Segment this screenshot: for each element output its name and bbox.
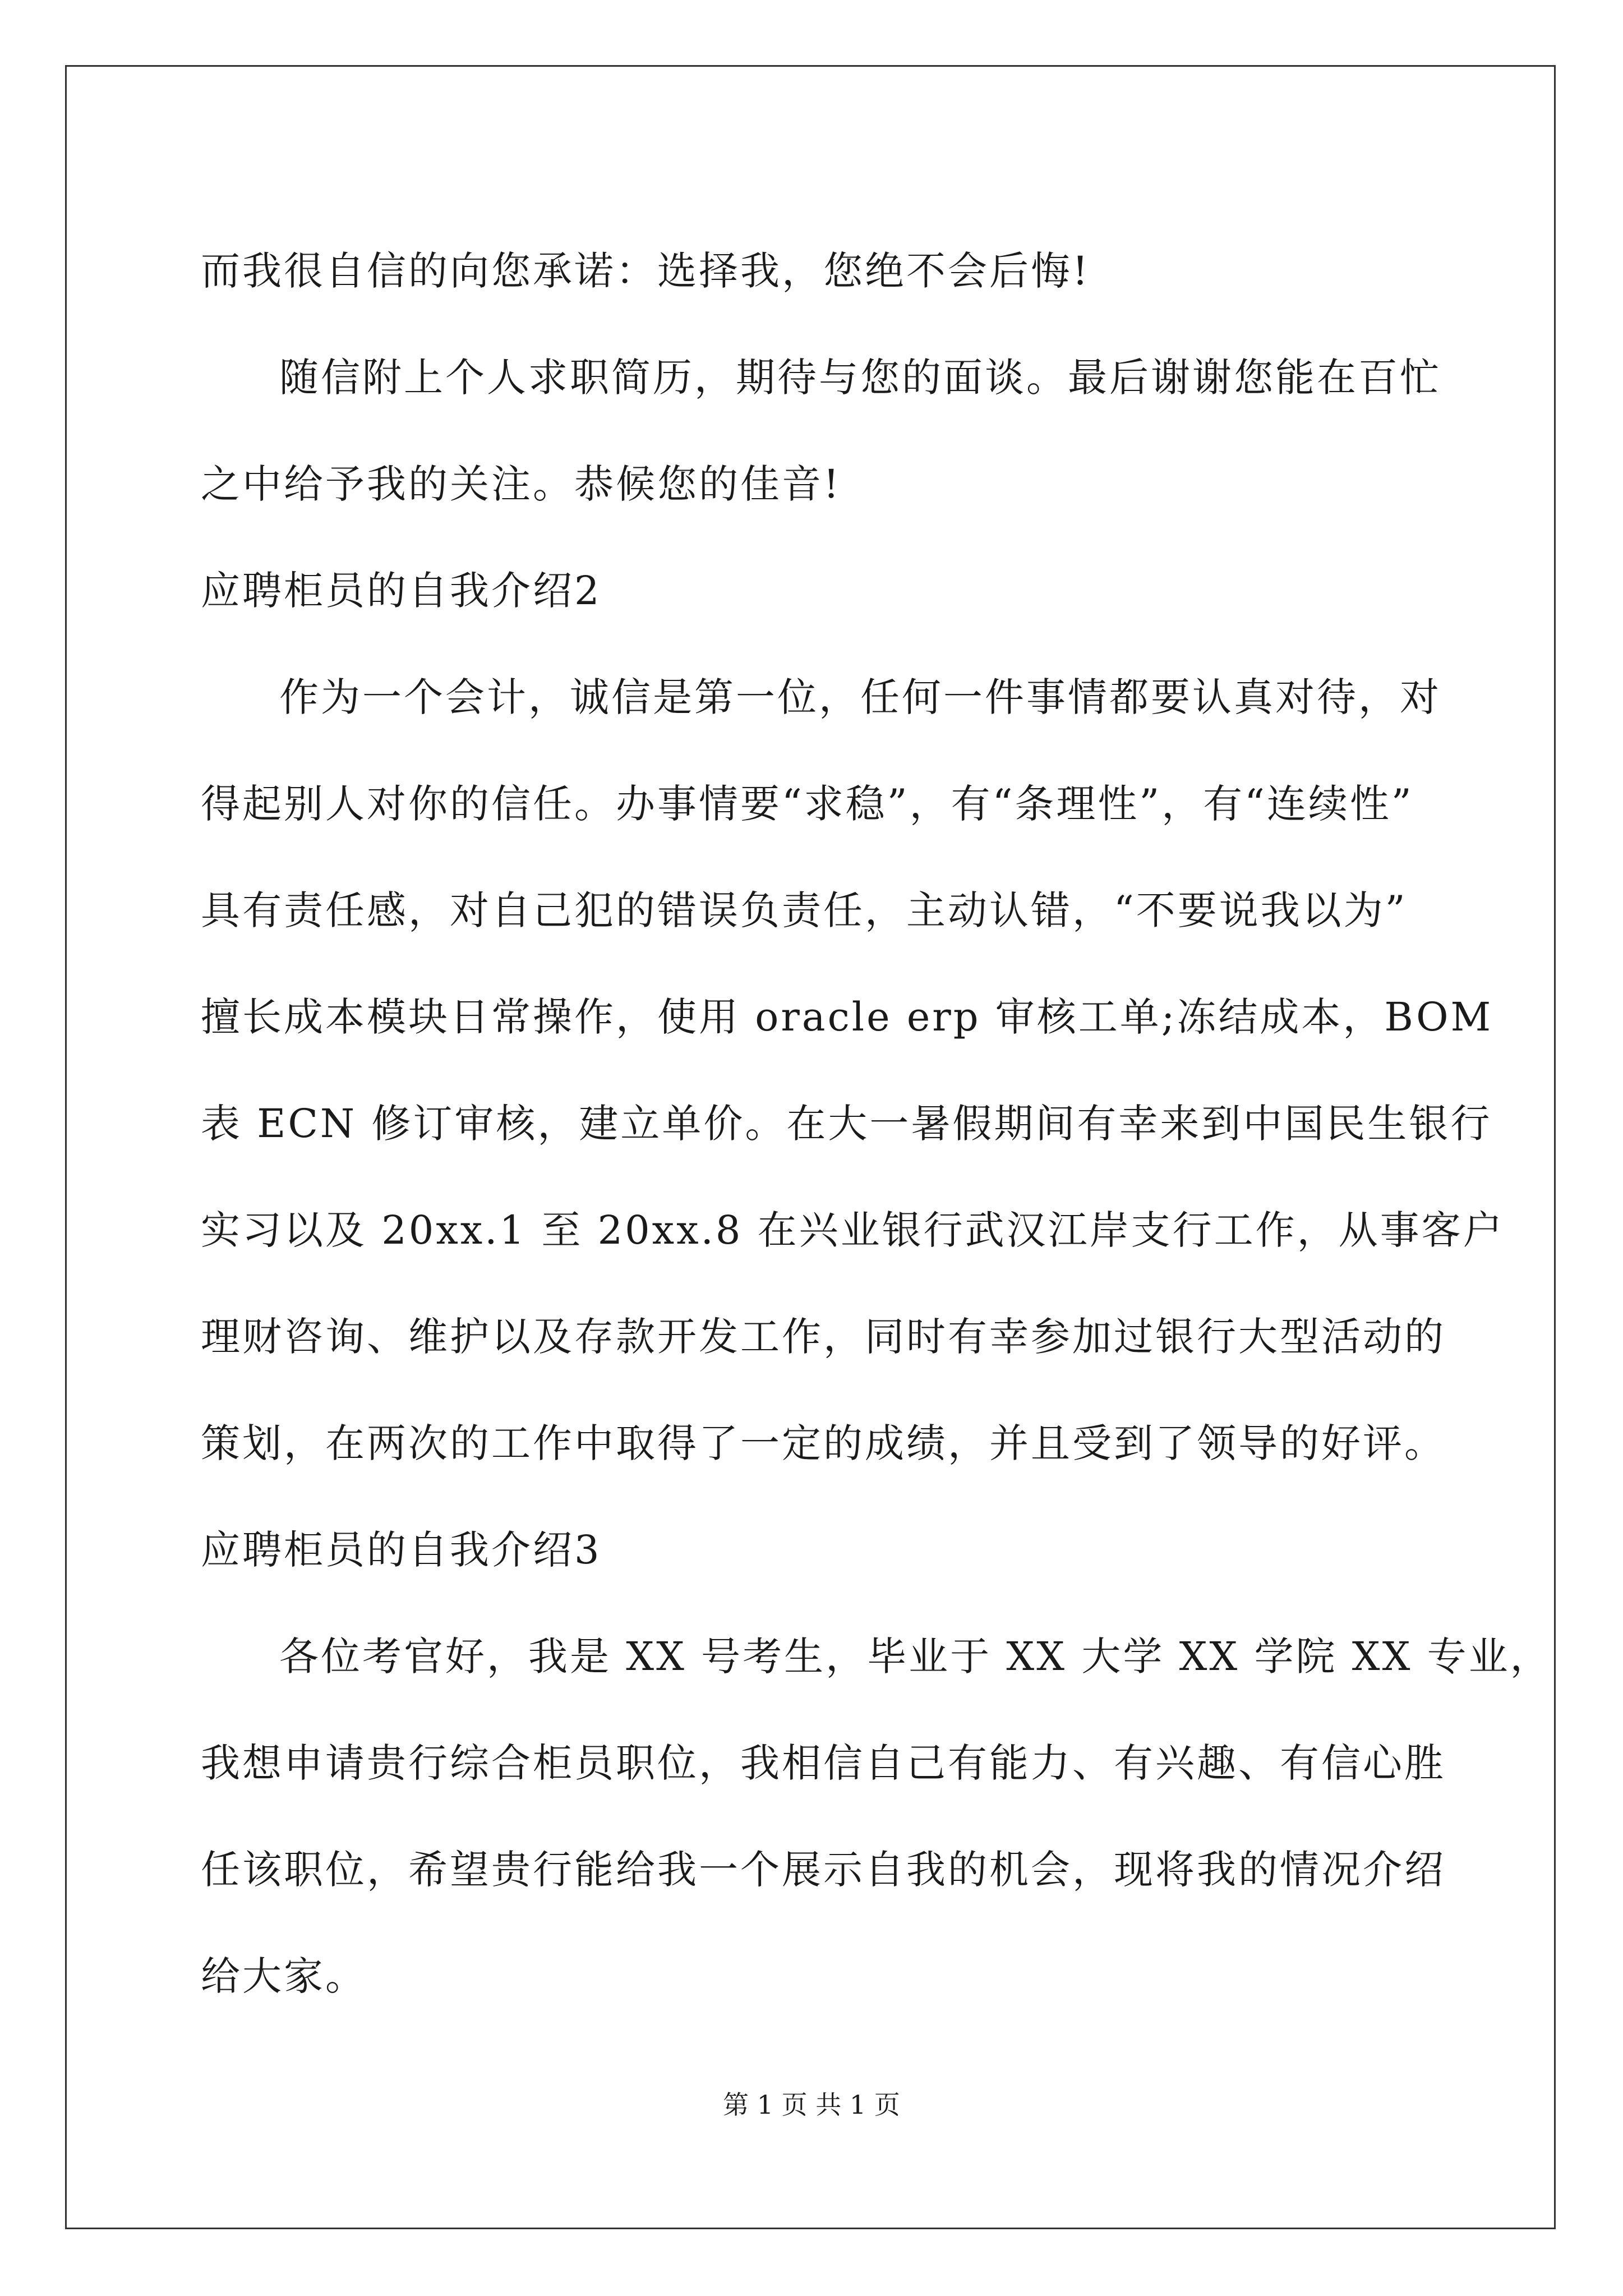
section-heading: 应聘柜员的自我介绍2 [201,568,602,614]
body-text-line: 策划，在两次的工作中取得了一定的成绩，并且受到了领导的好评。 [201,1420,1446,1466]
body-text-line: 各位考官好，我是 XX 号考生，毕业于 XX 大学 XX 学院 XX 专业， [279,1634,1552,1680]
body-text-line: 擅长成本模块日常操作，使用 oracle erp 审核工单;冻结成本，BOM [201,994,1493,1040]
body-text-line: 之中给予我的关注。恭候您的佳音! [201,461,842,507]
body-text-line: 随信附上个人求职简历，期待与您的面谈。最后谢谢您能在百忙 [279,355,1441,401]
body-text-line: 作为一个会计，诚信是第一位，任何一件事情都要认真对待，对 [279,674,1441,720]
body-text-line: 表 ECN 修订审核，建立单价。在大一暑假期间有幸来到中国民生银行 [201,1101,1492,1147]
body-text-line: 而我很自信的向您承诺：选择我，您绝不会后悔! [201,248,1091,294]
body-text-line: 给大家。 [201,1953,367,1999]
body-text-line: 得起别人对你的信任。办事情要“求稳”，有“条理性”，有“连续性” [201,781,1414,827]
page-number-label: 第 1 页 共 1 页 [723,2090,900,2120]
body-text-line: 任该职位，希望贵行能给我一个展示自我的机会，现将我的情况介绍 [201,1847,1446,1893]
body-text-line: 我想申请贵行综合柜员职位，我相信自己有能力、有兴趣、有信心胜 [201,1740,1446,1786]
body-text-line: 理财咨询、维护以及存款开发工作，同时有幸参加过银行大型活动的 [201,1314,1446,1360]
body-text-line: 实习以及 20xx.1 至 20xx.8 在兴业银行武汉江岸支行工作，从事客户 [201,1207,1505,1253]
document-body [201,218,1552,2030]
page-footer [0,2088,1623,2122]
section-heading: 应聘柜员的自我介绍3 [201,1527,602,1573]
body-text-line: 具有责任感，对自己犯的错误负责任，主动认错，“不要说我以为” [201,887,1408,933]
